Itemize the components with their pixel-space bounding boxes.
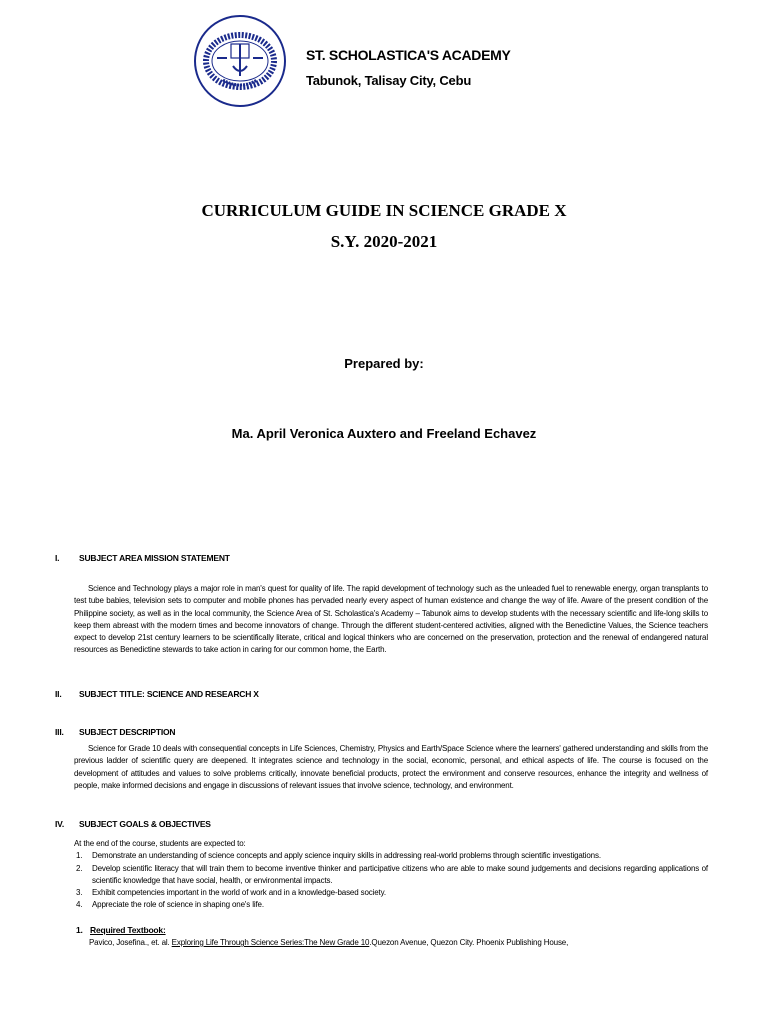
section-title: SUBJECT DESCRIPTION xyxy=(79,727,176,737)
textbook-number: 1. xyxy=(76,925,83,935)
authors: Ma. April Veronica Auxtero and Freeland Echavez xyxy=(231,426,537,441)
ref-author: Pavico, Josefina., et. al. xyxy=(89,938,170,947)
textbook-reference xyxy=(89,938,568,947)
school-seal-icon xyxy=(193,14,287,108)
school-header xyxy=(306,47,511,88)
goals-list xyxy=(74,838,708,912)
section-number: III. xyxy=(55,727,64,737)
document-title: CURRICULUM GUIDE IN SCIENCE GRADE X xyxy=(201,201,567,220)
school-address: Tabunok, Talisay City, Cebu xyxy=(306,73,472,88)
description-text: Science for Grade 10 deals with consequential concepts in Life Sciences, Chemistry, Physics and Earth/Space Science where the learners' gathered understanding and skills from the previous ladder of scientific query are deepened. It integrates science and technology in the social, economic, personal, and ethical aspects of life. The course is focused on the development of attitudes and values to solve problems critically, innovate beneficial products, protect the environment and conserve resources, enhance the integrity and wellness of people, make informed decisions and engage in discussions of relevant issues that involve science, technology, and environment. xyxy=(74,744,708,790)
ref-publisher: .Quezon Avenue, Quezon City. Phoenix Publishing House, xyxy=(369,938,569,947)
goals-intro: At the end of the course, students are expected to: xyxy=(74,839,246,848)
school-name: ST. SCHOLASTICA'S ACADEMY xyxy=(306,47,511,63)
section-number: II. xyxy=(55,689,62,699)
ref-title: Exploring Life Through Science Series:The New Grade 10 xyxy=(171,938,370,947)
textbook-heading xyxy=(76,925,166,935)
mission-statement xyxy=(74,583,708,657)
section-heading-goals xyxy=(55,819,211,829)
section-heading-description xyxy=(55,727,175,737)
school-year: S.Y. 2020-2021 xyxy=(330,232,438,251)
list-item: 1. Demonstrate an understanding of science concepts and apply science inquiry skills in addressing real-world problems through scientific investigations. xyxy=(76,851,601,861)
section-number: IV. xyxy=(55,819,65,829)
list-item: 4. Appreciate the role of science in shaping one's life. xyxy=(76,900,264,910)
section-title: SUBJECT GOALS & OBJECTIVES xyxy=(79,819,211,829)
section-title: SUBJECT TITLE: SCIENCE AND RESEARCH X xyxy=(79,689,259,699)
list-item: 2. Develop scientific literacy that will train them to become inventive thinker and participative citizens who are able to make sound judgements and decisions regarding applications of scientific knowledge that have social, health, or environmental impacts. xyxy=(76,863,708,885)
section-heading-mission xyxy=(55,553,230,563)
section-title: SUBJECT AREA MISSION STATEMENT xyxy=(79,553,230,563)
list-item: 3. Exhibit competencies important in the world of work and in a knowledge-based society. xyxy=(76,888,386,898)
section-heading-subject-title xyxy=(55,689,259,699)
mission-text: Science and Technology plays a major role in man's quest for quality of life. The rapid development of technology such as the unleaded fuel to renewable energy, organ transplants to test tube babies, television sets to computer and mobile phones has pervaded nearly every aspect of human existence and change the way of life. Aware of the present condition of the Philippine society, as well as in the local community, the Science Area of St. Scholastica's Academy – Tabunok aims to develop students with the necessary scientific and life-long skills to keep them abreast with the modern times and become innovators of change. Through the different student-centered activities, aligned with the Benedictine Values, the Science teachers expect to develop 21st century learners to be scientifically literate, critical and logical thinkers who are concerned on the preservation, protection and the renewal of endangered natural resources as Benedictine stewards to take action in caring for our common home, the Earth. xyxy=(74,584,708,655)
prepared-by-label: Prepared by: xyxy=(344,356,424,371)
textbook-title: Required Textbook: xyxy=(90,925,166,935)
section-number: I. xyxy=(55,553,60,563)
subject-description xyxy=(74,743,708,792)
